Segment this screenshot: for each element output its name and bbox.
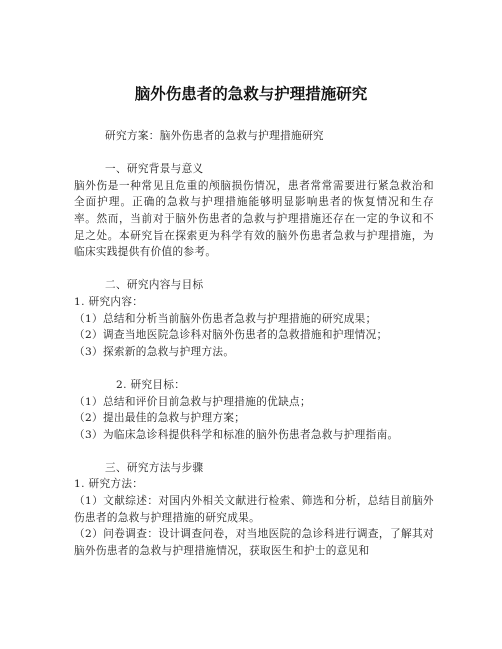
- list-item: （2）提出最佳的急救与护理方案；: [74, 412, 246, 425]
- section1-paragraph: 脑外伤是一种常见且危重的颅脑损伤情况，患者常常需要进行紧急救治和全面护理。正确的急救与护理措施能够明显影响患者的恢复情况和生存率。然而，当前对于脑外伤患者的急救与护理措施还存在一定的争议和不足之处。本研究旨在探索更为科学有效的脑外伤患者急救与护理措施，为临床实践提供有价值的参考。: [74, 179, 434, 259]
- list-item: （3）探索新的急救与护理方法。: [74, 345, 235, 358]
- list-item: （1）总结和评价目前急救与护理措施的优缺点；: [74, 395, 311, 408]
- list-item: （2）调查当地医院急诊科对脑外伤患者的急救措施和护理情况；: [74, 329, 388, 342]
- section2-heading: 二、研究内容与目标: [105, 279, 204, 292]
- section3-heading: 三、研究方法与步骤: [105, 461, 204, 474]
- list-item: （3）为临床急诊科提供科学和标准的脑外伤患者急救与护理指南。: [74, 428, 399, 441]
- section2-sub1: 1. 研究内容：: [74, 295, 144, 308]
- list-item: （1）总结和分析当前脑外伤患者急救与护理措施的研究成果；: [74, 312, 377, 325]
- list-item: （2）问卷调查：设计调查问卷，对当地医院的急诊科进行调查，了解其对脑外伤患者的急救与护理措施情况，获取医生和护士的意见和: [74, 528, 434, 557]
- section2-sub2: 2. 研究目标：: [116, 378, 186, 391]
- blank-line: [74, 261, 434, 278]
- plan-line: 研究方案：脑外伤患者的急救与护理措施研究: [105, 130, 324, 142]
- blank-line: [74, 443, 434, 460]
- document-title: 脑外伤患者的急救与护理措施研究: [134, 85, 368, 103]
- blank-line: [74, 360, 434, 377]
- blank-line: [74, 145, 434, 162]
- document-body: [74, 128, 434, 559]
- section1-heading: 一、研究背景与意义: [105, 163, 204, 176]
- section3-sub1: 1. 研究方法：: [74, 478, 144, 491]
- list-item: （1）文献综述：对国内外相关文献进行检索、筛选和分析，总结目前脑外伤患者的急救与护理措施的研究成果。: [74, 495, 434, 524]
